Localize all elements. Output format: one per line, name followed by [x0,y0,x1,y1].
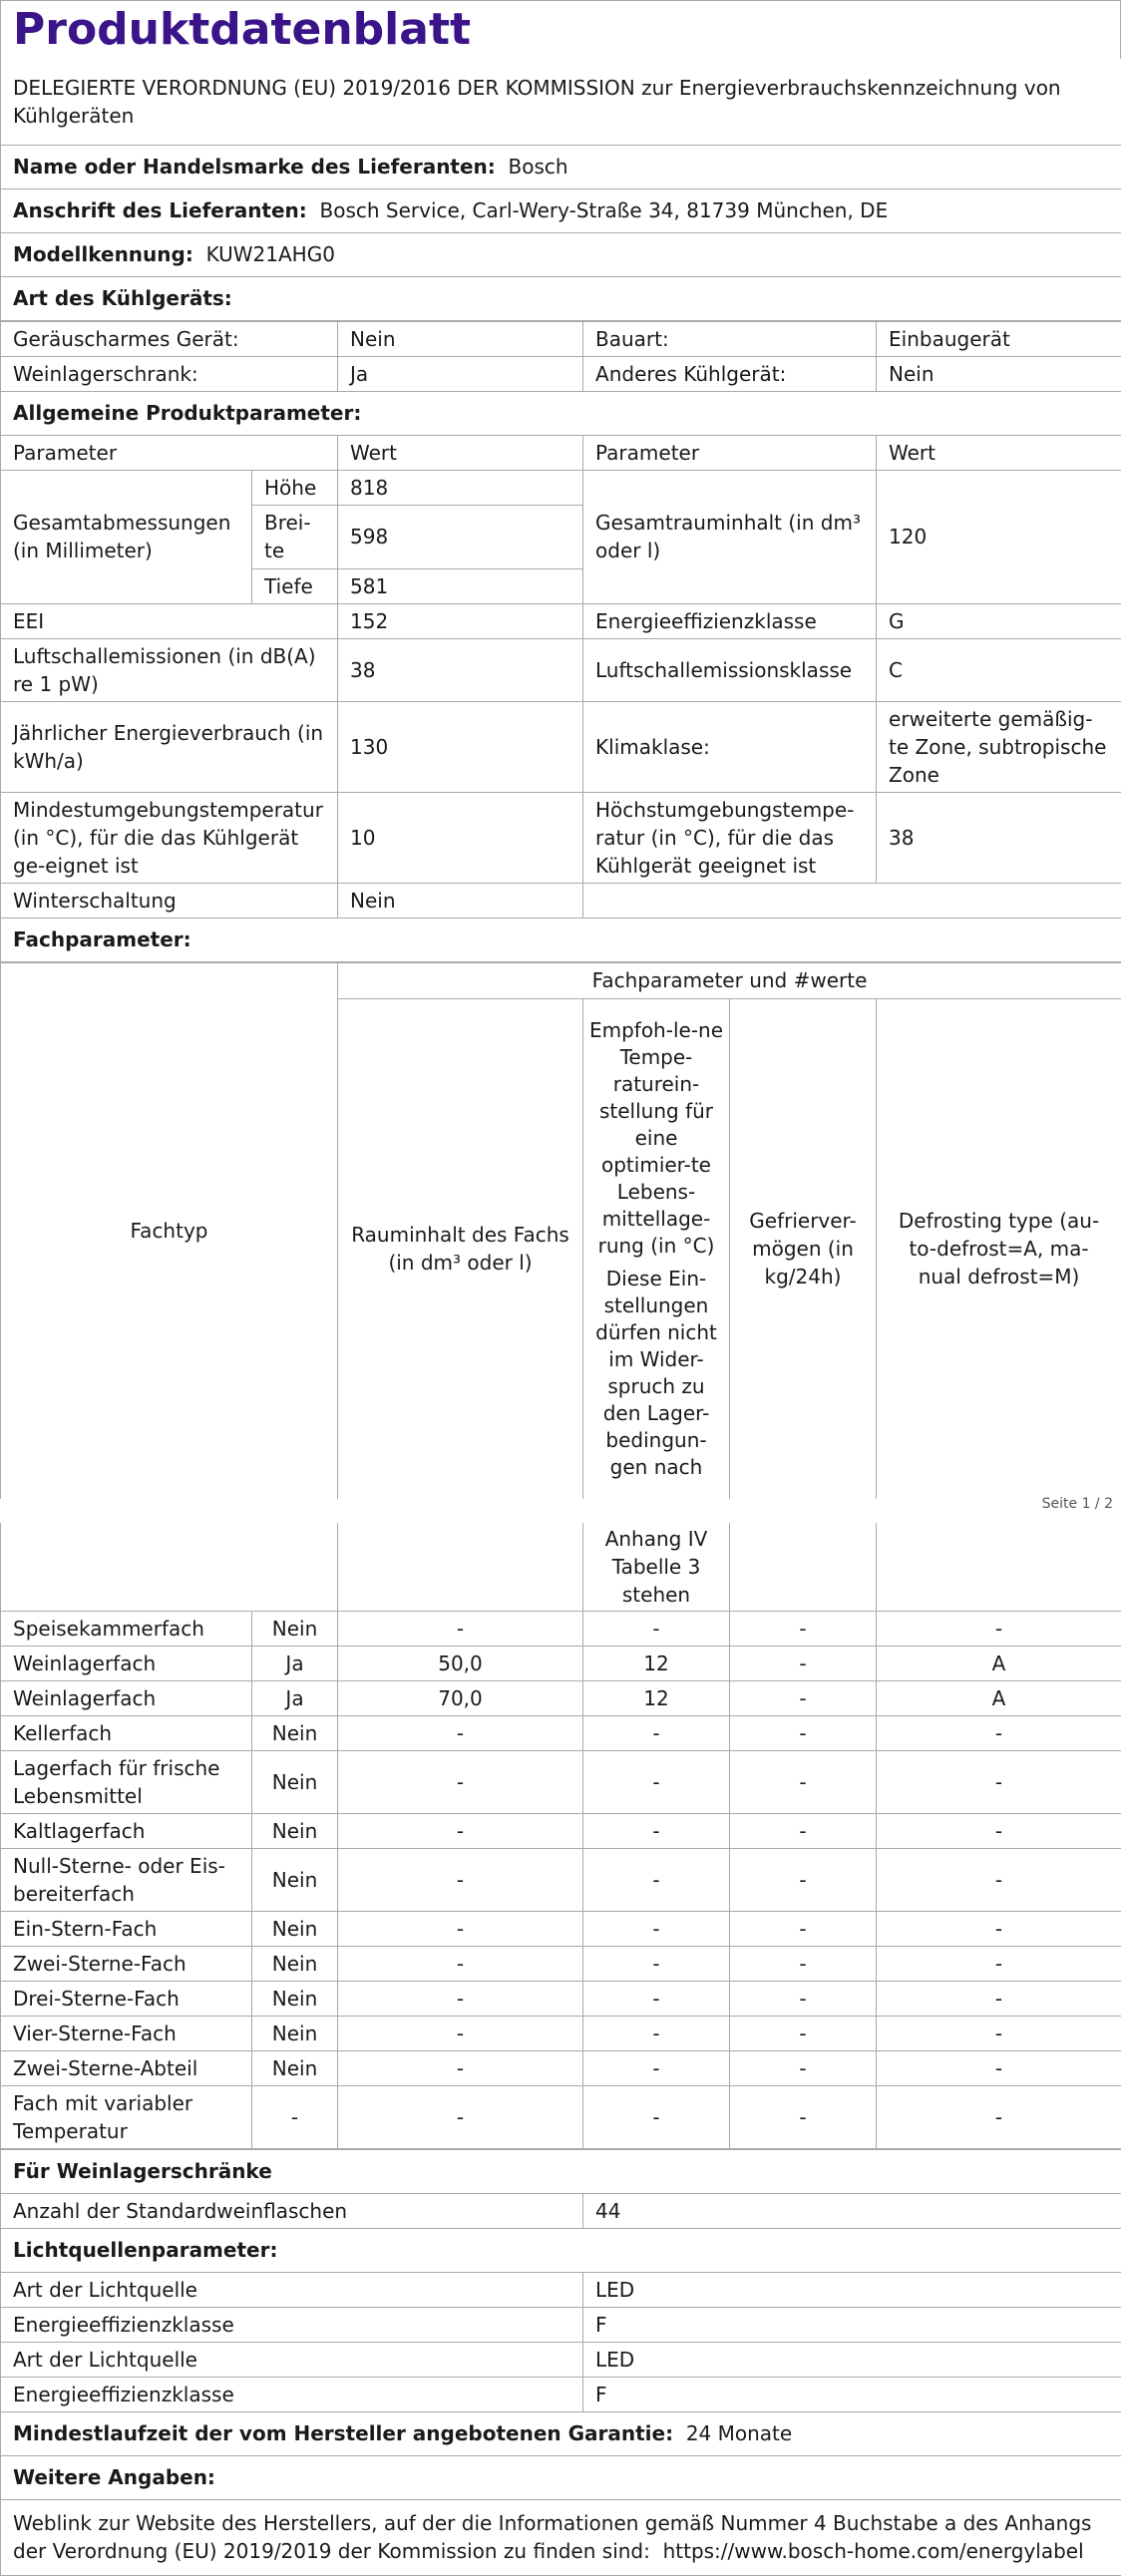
compartment-name: Zwei-Sterne-Abteil [1,2050,252,2085]
light-value-2: F [583,2307,1121,2342]
winter-empty [583,883,1121,918]
compartment-defrost: - [877,2050,1121,2085]
compartment-present: - [252,2085,338,2148]
compartment-present: Ja [252,1680,338,1715]
compartment-row [1,1611,1121,1646]
cont-empty-3 [730,1523,877,1611]
page-number: Seite 1 / 2 [1042,1496,1113,1512]
compartment-volume: 70,0 [338,1680,583,1715]
compartment-present: Nein [252,1750,338,1813]
model-row [1,232,1121,276]
cont-empty-2 [338,1523,583,1611]
compartment-volume: - [338,1715,583,1750]
wine-header: Für Weinlagerschränke [1,2149,1121,2193]
eei-label: EEI [1,603,338,638]
volume-label: Gesamtrauminhalt (in dm³ oder l) [583,470,877,603]
compartment-row [1,1750,1121,1813]
compartment-volume: - [338,2016,583,2050]
compartment-temp: - [583,1813,730,1848]
compartment-row [1,1680,1121,1715]
type-header: Art des Kühlgeräts: [1,276,1121,320]
light-value-1: LED [583,2272,1121,2307]
energy-label: Jährlicher Energieverbrauch (in kWh/a) [1,701,338,792]
type-label-3: Weinlagerschrank: [1,356,338,391]
warranty-label: Mindestlaufzeit der vom Hersteller angebotenen Garantie: [13,2421,673,2445]
address-row [1,188,1121,232]
compartment-present: Nein [252,1981,338,2016]
compartment-name: Lagerfach für frische Lebensmittel [1,1750,252,1813]
compartment-row [1,2016,1121,2050]
compartment-defrost: - [877,1848,1121,1911]
noise-value: 38 [338,638,583,701]
light-label-2: Energieeffizienzklasse [1,2307,583,2342]
compartment-present: Nein [252,2016,338,2050]
compartment-temp: 12 [583,1680,730,1715]
compartment-temp: - [583,2050,730,2085]
mintemp-value: 10 [338,792,583,883]
winter-value: Nein [338,883,583,918]
noiseclass-value: C [877,638,1121,701]
compartment-volume: - [338,1981,583,2016]
compartment-present: Nein [252,2050,338,2085]
col-value-1: Wert [338,435,583,470]
compartment-name: Weinlagerfach [1,1680,252,1715]
compartment-defrost: - [877,1611,1121,1646]
eclass-label: Energieeffizienzklasse [583,603,877,638]
type-value-1: Nein [338,321,583,356]
compartment-freeze: - [730,1981,877,2016]
compartment-defrost: A [877,1680,1121,1715]
compartment-volume: - [338,2050,583,2085]
compartment-present: Nein [252,1611,338,1646]
compartment-defrost: - [877,1911,1121,1946]
compartment-volume: - [338,1611,583,1646]
dims-label: Gesamtabmessungen (in Millimeter) [1,470,252,603]
width-label: Brei-te [252,505,338,568]
light-header: Lichtquellenparameter: [1,2228,1121,2272]
compartment-present: Nein [252,1911,338,1946]
compartment-temp: - [583,1611,730,1646]
compartment-temp: - [583,1946,730,1981]
depth-value: 581 [338,568,583,603]
col-temp-text-2: Diese Ein-stellungen dürfen nicht im Wider-spruch zu den Lager-bedingun-gen nach [587,1266,725,1481]
col-freeze: Gefrierver-mögen (in kg/24h) [730,998,877,1499]
cont-empty-1 [1,1523,338,1611]
compartment-temp: - [583,1848,730,1911]
compartment-volume: - [338,2085,583,2148]
eclass-value: G [877,603,1121,638]
compartment-row [1,1813,1121,1848]
maxtemp-value: 38 [877,792,1121,883]
type-value-3: Ja [338,356,583,391]
compartment-defrost: A [877,1646,1121,1680]
col-defrost: Defrosting type (au-to-defrost=A, ma-nual defrost=M) [877,998,1121,1499]
weblink-row [1,2499,1121,2575]
col-value-2: Wert [877,435,1121,470]
compartment-row [1,1715,1121,1750]
type-label-1: Geräuscharmes Gerät: [1,321,338,356]
type-label-4: Anderes Kühlgerät: [583,356,877,391]
compartment-name: Zwei-Sterne-Fach [1,1946,252,1981]
width-value: 598 [338,505,583,568]
compartment-freeze: - [730,1646,877,1680]
compartment-freeze: - [730,1715,877,1750]
col-group-header: Fachparameter und #werte [338,962,1121,998]
compartment-freeze: - [730,2085,877,2148]
light-label-1: Art der Lichtquelle [1,2272,583,2307]
compartment-volume: - [338,1946,583,1981]
compartment-volume: - [338,1911,583,1946]
height-value: 818 [338,470,583,505]
compartment-present: Ja [252,1646,338,1680]
compartment-name: Speisekammerfach [1,1611,252,1646]
energy-value: 130 [338,701,583,792]
light-value-4: F [583,2377,1121,2411]
col-temp [583,998,730,1499]
compartment-header: Fachparameter: [1,918,1121,961]
page-title: Produktdatenblatt [0,0,1121,59]
compartment-temp: - [583,1911,730,1946]
supplier-row [1,145,1121,188]
compartment-name: Drei-Sterne-Fach [1,1981,252,2016]
compartment-freeze: - [730,1680,877,1715]
eei-value: 152 [338,603,583,638]
compartment-defrost: - [877,1813,1121,1848]
compartment-volume: - [338,1750,583,1813]
address-label: Anschrift des Lieferanten: [13,198,307,222]
compartment-freeze: - [730,1750,877,1813]
col-param-1: Parameter [1,435,338,470]
light-label-3: Art der Lichtquelle [1,2342,583,2377]
col-fachtyp: Fachtyp [1,962,338,1499]
compartment-name: Kellerfach [1,1715,252,1750]
noiseclass-label: Luftschallemissionsklasse [583,638,877,701]
compartment-present: Nein [252,1848,338,1911]
col-volume: Rauminhalt des Fachs (in dm³ oder l) [338,998,583,1499]
compartment-temp: - [583,1715,730,1750]
compartment-freeze: - [730,2016,877,2050]
compartment-volume: - [338,1813,583,1848]
compartment-row [1,1848,1121,1911]
compartment-defrost: - [877,1981,1121,2016]
winter-label: Winterschaltung [1,883,338,918]
general-table [0,321,1121,962]
depth-label: Tiefe [252,568,338,603]
compartment-name: Fach mit variabler Temperatur [1,2085,252,2148]
supplier-label: Name oder Handelsmarke des Lieferanten: [13,155,496,179]
compartment-temp: - [583,1750,730,1813]
compartment-row [1,1646,1121,1680]
compartment-freeze: - [730,1946,877,1981]
warranty-row [1,2411,1121,2455]
model-value: KUW21AHG0 [206,242,335,266]
page-2 [0,1523,1121,2553]
wine-bottles-label: Anzahl der Standardweinflaschen [1,2193,583,2228]
compartment-name: Null-Sterne- oder Eis-bereiterfach [1,1848,252,1911]
height-label: Höhe [252,470,338,505]
compartment-temp: - [583,2085,730,2148]
compartment-defrost: - [877,1750,1121,1813]
compartment-rows [1,1611,1121,2148]
light-label-4: Energieeffizienzklasse [1,2377,583,2411]
compartment-volume: 50,0 [338,1646,583,1680]
compartment-name: Kaltlagerfach [1,1813,252,1848]
compartment-present: Nein [252,1813,338,1848]
compartment-row [1,1981,1121,2016]
col-param-2: Parameter [583,435,877,470]
supplier-value: Bosch [509,155,568,179]
weblink-text: Weblink zur Website des Herstellers, auf der die Informationen gemäß Nummer 4 Buchstabe a des Anhangs der Verordnung (EU) 2019/2019 der Kommission zu finden sind: [13,2511,1091,2563]
model-label: Modellkennung: [13,242,193,266]
type-label-2: Bauart: [583,321,877,356]
general-header: Allgemeine Produktparameter: [1,391,1121,435]
compartment-defrost: - [877,1946,1121,1981]
compartment-head-table [0,962,1121,1500]
weblink-url[interactable]: https://www.bosch-home.com/energylabel [663,2539,1084,2563]
climate-value: erweiterte gemäßig-te Zone, subtropische Zone [877,701,1121,792]
compartment-defrost: - [877,1715,1121,1750]
regulation-text: DELEGIERTE VERORDNUNG (EU) 2019/2016 DER KOMMISSION zur Energieverbrauchskennzeichnung von Kühlgeräten [1,59,1121,145]
compartment-freeze: - [730,1911,877,1946]
compartment-freeze: - [730,1611,877,1646]
maxtemp-label: Höchstumgebungstempe-ratur (in °C), für die das Kühlgerät geeignet ist [583,792,877,883]
wine-bottles-value: 44 [583,2193,1121,2228]
bottom-table [0,2149,1121,2576]
compartment-freeze: - [730,2050,877,2085]
col-temp-text-1: Empfoh-le-ne Tempe-raturein-stellung für eine optimier-te Lebens-mittellage-rung (in °C) [587,1017,725,1260]
further-header: Weitere Angaben: [1,2455,1121,2499]
compartment-name: Vier-Sterne-Fach [1,2016,252,2050]
type-value-4: Nein [877,356,1121,391]
compartment-temp: - [583,1981,730,2016]
type-value-2: Einbaugerät [877,321,1121,356]
compartment-present: Nein [252,1946,338,1981]
compartment-name: Ein-Stern-Fach [1,1911,252,1946]
cont-empty-4 [877,1523,1121,1611]
compartment-row [1,2085,1121,2148]
compartment-row [1,1946,1121,1981]
compartment-defrost: - [877,2016,1121,2050]
col-temp-cont: Anhang IV Tabelle 3 stehen [583,1523,730,1611]
header-table [0,59,1121,321]
compartment-table [0,1523,1121,2149]
warranty-value: 24 Monate [686,2421,792,2445]
compartment-row [1,2050,1121,2085]
compartment-name: Weinlagerfach [1,1646,252,1680]
volume-value: 120 [877,470,1121,603]
compartment-row [1,1911,1121,1946]
noise-label: Luftschallemissionen (in dB(A) re 1 pW) [1,638,338,701]
address-value: Bosch Service, Carl-Wery-Straße 34, 81739 München, DE [320,198,889,222]
compartment-freeze: - [730,1848,877,1911]
mintemp-label: Mindestumgebungstemperatur (in °C), für die das Kühlgerät ge-eignet ist [1,792,338,883]
compartment-defrost: - [877,2085,1121,2148]
compartment-volume: - [338,1848,583,1911]
compartment-freeze: - [730,1813,877,1848]
climate-label: Klimaklase: [583,701,877,792]
compartment-temp: 12 [583,1646,730,1680]
compartment-present: Nein [252,1715,338,1750]
light-value-3: LED [583,2342,1121,2377]
compartment-temp: - [583,2016,730,2050]
